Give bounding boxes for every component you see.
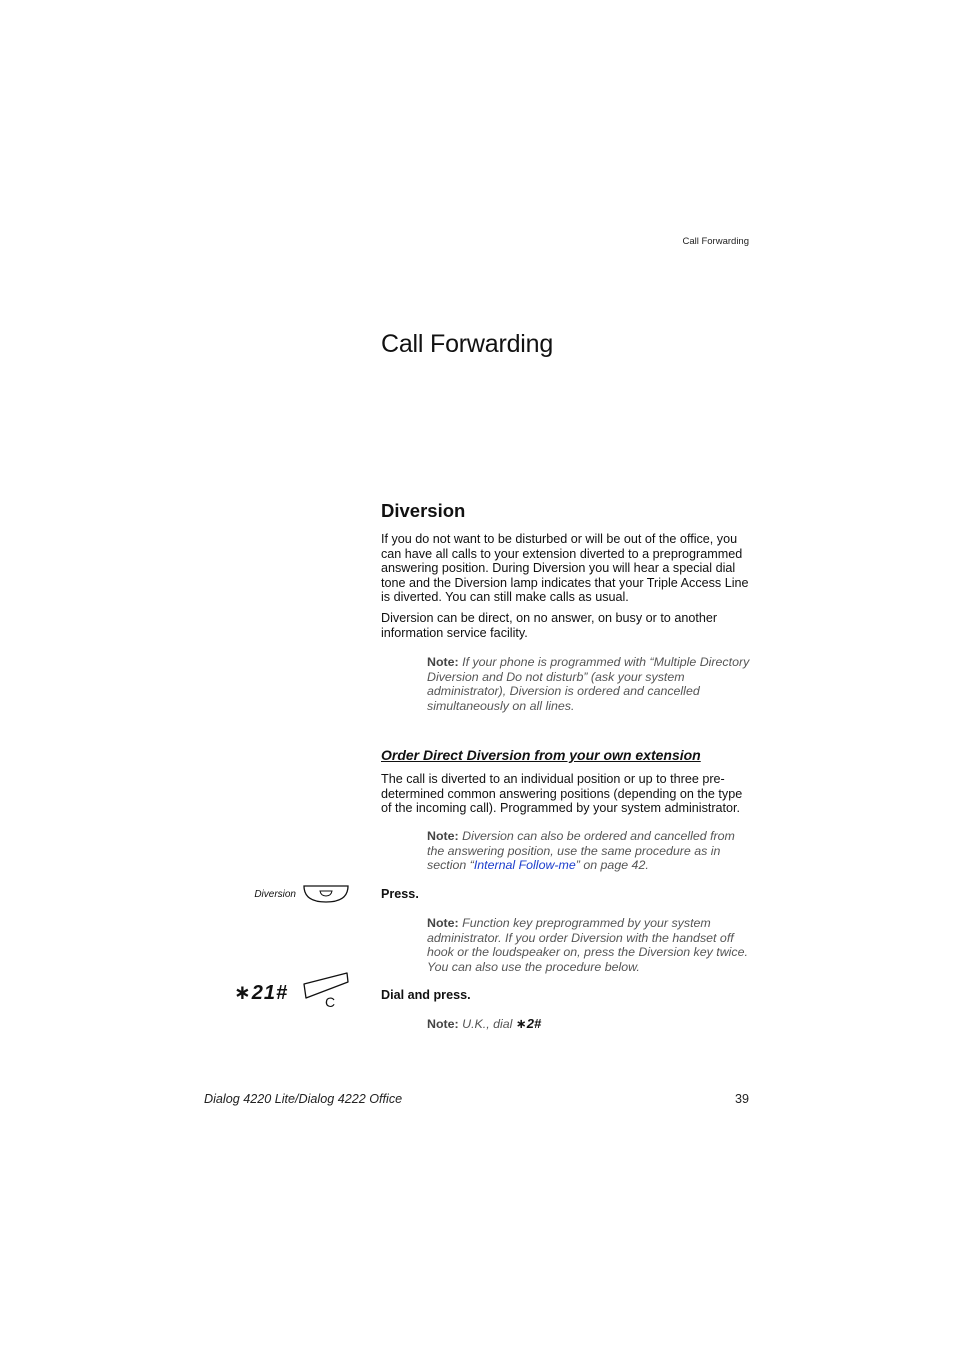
subsection-title-order-direct: Order Direct Diversion from your own extension <box>381 747 701 763</box>
note-text: If your phone is programmed with “Multiple Directory Diversion and Do not disturb” (ask your system administrator), Diversion is ordered and cancelled simultaneously on all lines. <box>427 655 750 713</box>
diversion-paragraph-2: Diversion can be direct, on no answer, on busy or to another information service facility. <box>381 611 718 640</box>
note-text: U.K., dial <box>462 1017 513 1031</box>
handset-key-letter: C <box>325 994 336 1010</box>
note-answering-position <box>427 829 753 873</box>
note-multiple-directory <box>427 655 753 713</box>
note-uk-dial <box>427 1017 753 1032</box>
diversion-paragraph-1: If you do not want to be disturbed or will be out of the office, you can have all calls to your extension diverted to a preprogrammed answering position. During Diversion you will hear a special dial tone and the Diversion lamp indicates that your Triple Access Line is diverted. You can still make calls as usual. <box>381 532 749 604</box>
footer-page-number: 39 <box>734 1092 749 1106</box>
note-function-key <box>427 916 753 974</box>
note-label: Note: <box>427 655 459 669</box>
running-head: Call Forwarding <box>682 236 749 247</box>
order-direct-paragraph: The call is diverted to an individual position or up to three pre-determined common answering positions (depending on the type of the incoming call). Programmed by your system administrator. <box>381 772 743 815</box>
step-dial-and-press: Dial and press. <box>381 988 471 1002</box>
internal-follow-me-link[interactable]: Internal Follow-me <box>473 858 576 872</box>
section-title-diversion: Diversion <box>381 500 466 521</box>
note-text-before-link: Diversion can also be ordered and cancelled from the answering position, use the same procedure as in section “ <box>427 829 735 872</box>
note-label: Note: <box>427 916 459 930</box>
page-title: Call Forwarding <box>381 330 554 358</box>
note-label: Note: <box>427 1017 459 1031</box>
diversion-key-label: Diversion <box>254 889 296 900</box>
dial-code: ∗21# <box>234 982 289 1004</box>
note-text-after-link: ” on page 42. <box>575 858 649 872</box>
note-text: Function key preprogrammed by your system administrator. If you order Diversion with the handset off hook or the loudspeaker on, press the Diversion key twice. You can also use the procedure below. <box>427 916 748 974</box>
function-key-icon <box>302 884 350 904</box>
uk-dial-code: ∗2# <box>515 1016 542 1031</box>
step-press: Press. <box>381 887 419 901</box>
footer-product-name: Dialog 4220 Lite/Dialog 4222 Office <box>204 1092 403 1106</box>
note-label: Note: <box>427 829 459 843</box>
